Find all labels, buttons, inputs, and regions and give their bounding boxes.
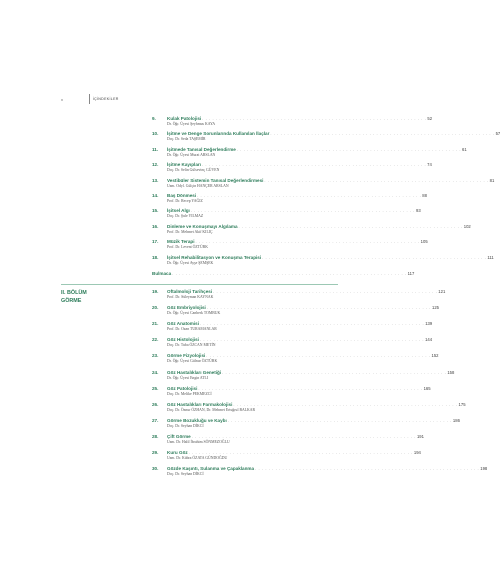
entry-author: Doç. Dr. Şule YILMAZ	[167, 214, 204, 219]
entry-title-line	[167, 289, 446, 294]
toc-entry[interactable]	[152, 131, 500, 145]
entry-page: 61	[462, 146, 467, 152]
leader-dots: . . . . . . . . . . . . . . . . . . . . . . . . . . . . . . . . . . . . . . . . . . . . . . . . . . . . . . . . . . . . . . . . . .	[206, 353, 431, 359]
entry-title: İşitsel Rehabilitasyon ve Konuşma Terapisi	[167, 254, 262, 260]
entry-number: 14.	[152, 193, 159, 198]
entry-author: Prof. Dr. Ozan TURAMANLAR	[167, 327, 217, 332]
leader-dots: . . . . . . . . . . . . . . . . . . . . . . . . . . . . . . . . . . . . . . . . . . . . . . . . . . . . . . . . . . . . . . . . . .	[255, 466, 480, 472]
entry-title: Görme Fizyolojisi	[167, 353, 206, 359]
entry-number: 12.	[152, 162, 159, 168]
entry-page: 111	[487, 254, 494, 260]
entry-title: Çift Görme	[167, 433, 191, 439]
entry-title-line	[167, 369, 455, 375]
leader-dots: . . . . . . . . . . . . . . . . . . . . . . . . . . . . . . . . . . . . . . . . . . . . . . . . . . . . . . . . . . . . . . . . . .	[195, 239, 420, 245]
entry-page: 52	[427, 116, 433, 121]
entry-author: Prof. Dr. Mehmet Akif KILIÇ	[167, 229, 213, 234]
entry-author: Dr. Öğr. Üyesi Ayşe ŞEMŞEK	[167, 260, 214, 265]
entry-title-line	[167, 401, 466, 407]
entry-page: 93	[416, 208, 421, 214]
entry-title-line	[167, 177, 495, 183]
entry-title: Göz Hastalıkları Farmakolojisi	[167, 401, 233, 407]
toc-entry[interactable]	[152, 289, 446, 303]
entry-title: Göz Embriyolojisi	[167, 305, 206, 311]
toc-entry[interactable]	[152, 116, 433, 130]
entry-page: 191	[416, 433, 424, 439]
toc-entry[interactable]	[152, 466, 488, 480]
entry-title-line	[167, 208, 421, 214]
entry-number: 15.	[152, 208, 159, 214]
entry-number: 18.	[152, 254, 159, 260]
entry-title-line	[167, 321, 433, 327]
entry-title: İşitsel Algı	[167, 208, 190, 214]
entry-author: Dr. Öğr. Üyesi Murat ARSLAN	[167, 152, 216, 157]
leader-dots: . . . . . . . . . . . . . . . . . . . . . . . . . . . . . . . . . . . . . . . . . . . . . . . . . . . . . . . . . . . . . . . . . . . . .	[172, 271, 407, 276]
toc-entry-bulmaca[interactable]	[152, 271, 415, 276]
entry-title: Kuru Göz	[167, 450, 188, 455]
entry-author: Uzm. Odyl. Gülçin HANÇER ARSLAN	[167, 183, 229, 188]
entry-author: Dr. Öğr. Üyesi Şeyhmus KAYA	[167, 122, 216, 126]
entry-title-line	[167, 254, 494, 260]
entry-page: 165	[423, 385, 431, 391]
entry-title-line	[167, 223, 471, 229]
toc-entry[interactable]	[152, 177, 495, 192]
entry-author: Dr. Öğr. Üyesi Gülnur ÖZTÜRK	[167, 359, 218, 364]
leader-dots: . . . . . . . . . . . . . . . . . . . . . . . . . . . . . . . . . . . . . . . . . . . . . . . . . . . . . . . . . . . . . . . . . .	[202, 116, 427, 121]
toc-entry[interactable]	[152, 353, 439, 367]
entry-title-line	[167, 131, 500, 137]
entry-title-line	[167, 146, 467, 152]
leader-dots: . . . . . . . . . . . . . . . . . . . . . . . . . . . . . . . . . . . . . . . . . . . . . . . . . . . . . . . . . . . . . . . . . .	[270, 131, 495, 137]
entry-number: 10.	[152, 131, 159, 137]
entry-page: 198	[480, 466, 488, 472]
leader-dots: . . . . . . . . . . . . . . . . . . . . . . . . . . . . . . . . . . . . . . . . . . . . . . . . . . . . . . . . . . . . . . . . . .	[227, 417, 452, 423]
entry-title-line	[167, 239, 428, 245]
entry-title: Gözde Kaşıntı, Sulanma ve Çapaklanma	[167, 466, 255, 472]
entry-author: Doç. Dr. Selin Gülsevinç GÜVEN	[167, 168, 220, 173]
entry-author: Doç. Dr. Melike PEKMEZCİ	[167, 391, 212, 396]
entry-page: 152	[431, 353, 439, 359]
leader-dots: . . . . . . . . . . . . . . . . . . . . . . . . . . . . . . . . . . . . . . . . . . . . . . . . . . . . . . . . . . . . . . . . . .	[199, 337, 425, 343]
entry-title-line	[167, 305, 439, 311]
entry-author: Doç. Dr. Öznur ÖZHAN, Dr. Mehmet Ertuğrul BALKAR	[167, 407, 256, 412]
entry-number: 16.	[152, 223, 159, 229]
entry-title: Görme Bozukluğu ve Kaybı	[167, 417, 227, 423]
entry-page: 121	[438, 289, 446, 294]
entry-page: 125	[432, 305, 439, 311]
entry-page: 81	[489, 177, 495, 183]
entry-title: Dinleme ve Konuşmayı Algılama	[167, 223, 238, 229]
page-number: x	[61, 96, 63, 102]
entry-title-line	[167, 337, 433, 343]
entry-page: 144	[425, 337, 433, 343]
entry-page: 158	[447, 369, 455, 375]
entry-page: 117	[407, 271, 415, 276]
entry-title-line	[167, 466, 488, 472]
entry-number: 9.	[152, 116, 156, 121]
entry-author: Doç. Dr. Seyhan DİKCİ	[167, 423, 204, 428]
leader-dots: . . . . . . . . . . . . . . . . . . . . . . . . . . . . . . . . . . . . . . . . . . . . . . . . . . . . . . . . . . . . . . . . . .	[206, 305, 431, 311]
entry-author: Prof. Dr. Recep YAĞIZ	[167, 199, 203, 203]
entry-title: Göz Histolojisi	[167, 337, 199, 343]
entry-title-line	[167, 116, 433, 121]
entry-number: 21.	[152, 321, 159, 327]
entry-title: İşitme ve Denge Sorunlarında Kullanılan İlaçlar	[167, 131, 270, 137]
entry-number: 22.	[152, 337, 159, 343]
entry-page: 175	[458, 401, 466, 407]
leader-dots: . . . . . . . . . . . . . . . . . . . . . . . . . . . . . . . . . . . . . . . . . . . . . . . . . . . . . . . . . . . . . . . . . .	[200, 321, 425, 327]
entry-title: Göz Patolojisi	[167, 385, 198, 391]
entry-author: Uzm. Dr. Halil İbrahim SÖNMEZOĞLU	[167, 439, 230, 444]
toc-entry[interactable]	[152, 239, 428, 253]
entry-number: 20.	[152, 305, 159, 311]
toc-entry[interactable]	[152, 417, 460, 432]
entry-number: 11.	[152, 146, 159, 152]
entry-number: 29.	[152, 450, 159, 455]
toc-entry[interactable]	[152, 321, 433, 335]
leader-dots: . . . . . . . . . . . . . . . . . . . . . . . . . . . . . . . . . . . . . . . . . . . . . . . . . . . . . . . . . . . . . . . . . .	[198, 385, 423, 391]
toc-entry[interactable]	[152, 254, 494, 269]
toc-entry[interactable]	[152, 305, 439, 319]
entry-title-line	[167, 162, 432, 168]
entry-number: 19.	[152, 289, 159, 294]
entry-title-line	[167, 193, 427, 198]
header-divider	[89, 94, 90, 104]
entry-author: Prof. Dr. Levent ÖZTÜRK	[167, 245, 209, 250]
entry-page: 105	[420, 239, 428, 245]
entry-page: 139	[425, 321, 433, 327]
section-heading	[61, 289, 87, 305]
header-title: İÇİNDEKİLER	[92, 97, 119, 101]
entry-title: İşitmede Tanısal Değerlendirme	[167, 146, 236, 152]
leader-dots: . . . . . . . . . . . . . . . . . . . . . . . . . . . . . . . . . . . . . . . . . . . . . . . . . . . . . . . . . . . . . . . . . .	[188, 450, 413, 455]
toc-entry[interactable]	[152, 223, 471, 238]
entry-title: Vestibüler Sistemin Tanısal Değerlendirmesi	[167, 177, 264, 183]
entry-title: Bulmaca	[152, 271, 172, 276]
entry-page: 88	[422, 193, 427, 198]
leader-dots: . . . . . . . . . . . . . . . . . . . . . . . . . . . . . . . . . . . . . . . . . . . . . . . . . . . . . . . . . . . . . . . . . .	[197, 193, 422, 198]
entry-title-line	[167, 450, 421, 455]
entry-title: Göz Hastalıkları Genetiği	[167, 369, 222, 375]
section-rule	[61, 284, 338, 285]
entry-page: 194	[413, 450, 421, 455]
entry-author: Doç. Dr. Seda TAŞEMİR	[167, 137, 206, 142]
toc-entry[interactable]	[152, 193, 427, 207]
entry-number: 27.	[152, 417, 159, 423]
entry-title-line	[167, 353, 439, 359]
leader-dots: . . . . . . . . . . . . . . . . . . . . . . . . . . . . . . . . . . . . . . . . . . . . . . . . . . . . . . . . . . . . . . . . . .	[191, 433, 416, 439]
entry-number: 25.	[152, 385, 159, 391]
entry-number: 28.	[152, 433, 159, 439]
toc-entry[interactable]	[152, 146, 467, 161]
toc-entry[interactable]	[152, 401, 466, 416]
toc-entry[interactable]	[152, 433, 424, 448]
entry-title: Müzik Terapi	[167, 239, 195, 245]
page-header	[61, 94, 119, 104]
leader-dots: . . . . . . . . . . . . . . . . . . . . . . . . . . . . . . . . . . . . . . . . . . . . . . . . . . . . . . . . . . . . . . . . . .	[238, 223, 463, 229]
entry-title-line	[167, 417, 460, 423]
leader-dots: . . . . . . . . . . . . . . . . . . . . . . . . . . . . . . . . . . . . . . . . . . . . . . . . . . . . . . . . . . . . . . . . . .	[213, 289, 438, 294]
toc-entry[interactable]	[152, 369, 455, 384]
entry-page: 186	[452, 417, 460, 423]
entry-title: Kulak Patolojisi	[167, 116, 202, 121]
section-number: II. BÖLÜM	[61, 290, 87, 296]
section-name: GÖRME	[61, 298, 82, 304]
entry-number: 17.	[152, 239, 159, 245]
entry-author: Doç. Dr. Tuba ÖZCAN METİN	[167, 343, 216, 348]
entry-author: Prof. Dr. Süleyman KAYNAK	[167, 295, 214, 299]
entry-title: Baş Dönmesi	[167, 193, 197, 198]
entry-page: 57	[495, 131, 500, 137]
entry-title-line	[167, 433, 424, 439]
leader-dots: . . . . . . . . . . . . . . . . . . . . . . . . . . . . . . . . . . . . . . . . . . . . . . . . . . . . . . . . . . . . . . . . . .	[262, 254, 487, 260]
entry-number: 13.	[152, 177, 159, 183]
leader-dots: . . . . . . . . . . . . . . . . . . . . . . . . . . . . . . . . . . . . . . . . . . . . . . . . . . . . . . . . . . . . . . . . . .	[264, 177, 489, 183]
entry-title-line	[167, 385, 431, 391]
leader-dots: . . . . . . . . . . . . . . . . . . . . . . . . . . . . . . . . . . . . . . . . . . . . . . . . . . . . . . . . . . . . . . . . . .	[190, 208, 415, 214]
entry-author: Dr. Öğr. Üyesi Engin ATLI	[167, 375, 209, 380]
entry-author: Uzm. Dr. Kübra ÖZATA GÜNDOĞDU	[167, 456, 228, 460]
entry-author: Dr. Öğr. Üyesi Canberk TOMBUK	[167, 311, 221, 316]
toc-entry[interactable]	[152, 337, 433, 351]
toc-entry[interactable]	[152, 208, 421, 222]
entry-title: Göz Anatomisi	[167, 321, 199, 327]
entry-author: Doç. Dr. Seyhan DİKCİ	[167, 472, 204, 477]
leader-dots: . . . . . . . . . . . . . . . . . . . . . . . . . . . . . . . . . . . . . . . . . . . . . . . . . . . . . . . . . . . . . . . . . .	[236, 146, 462, 152]
leader-dots: . . . . . . . . . . . . . . . . . . . . . . . . . . . . . . . . . . . . . . . . . . . . . . . . . . . . . . . . . . . . . . . . . .	[222, 369, 447, 375]
entry-number: 24.	[152, 369, 159, 375]
toc-entry[interactable]	[152, 450, 421, 464]
toc-entry[interactable]	[152, 162, 432, 176]
entry-number: 26.	[152, 401, 159, 407]
entry-page: 74	[427, 162, 432, 168]
entry-title: İşitme Kayıpları	[167, 162, 201, 168]
entry-title: Oftalmoloji Tarihçesi	[167, 289, 213, 294]
toc-entry[interactable]	[152, 385, 431, 400]
entry-page: 102	[463, 223, 471, 229]
leader-dots: . . . . . . . . . . . . . . . . . . . . . . . . . . . . . . . . . . . . . . . . . . . . . . . . . . . . . . . . . . . . . . . . . .	[233, 401, 458, 407]
entry-number: 23.	[152, 353, 159, 359]
leader-dots: . . . . . . . . . . . . . . . . . . . . . . . . . . . . . . . . . . . . . . . . . . . . . . . . . . . . . . . . . . . . . . . . . .	[201, 162, 427, 168]
entry-number: 30.	[152, 466, 159, 472]
